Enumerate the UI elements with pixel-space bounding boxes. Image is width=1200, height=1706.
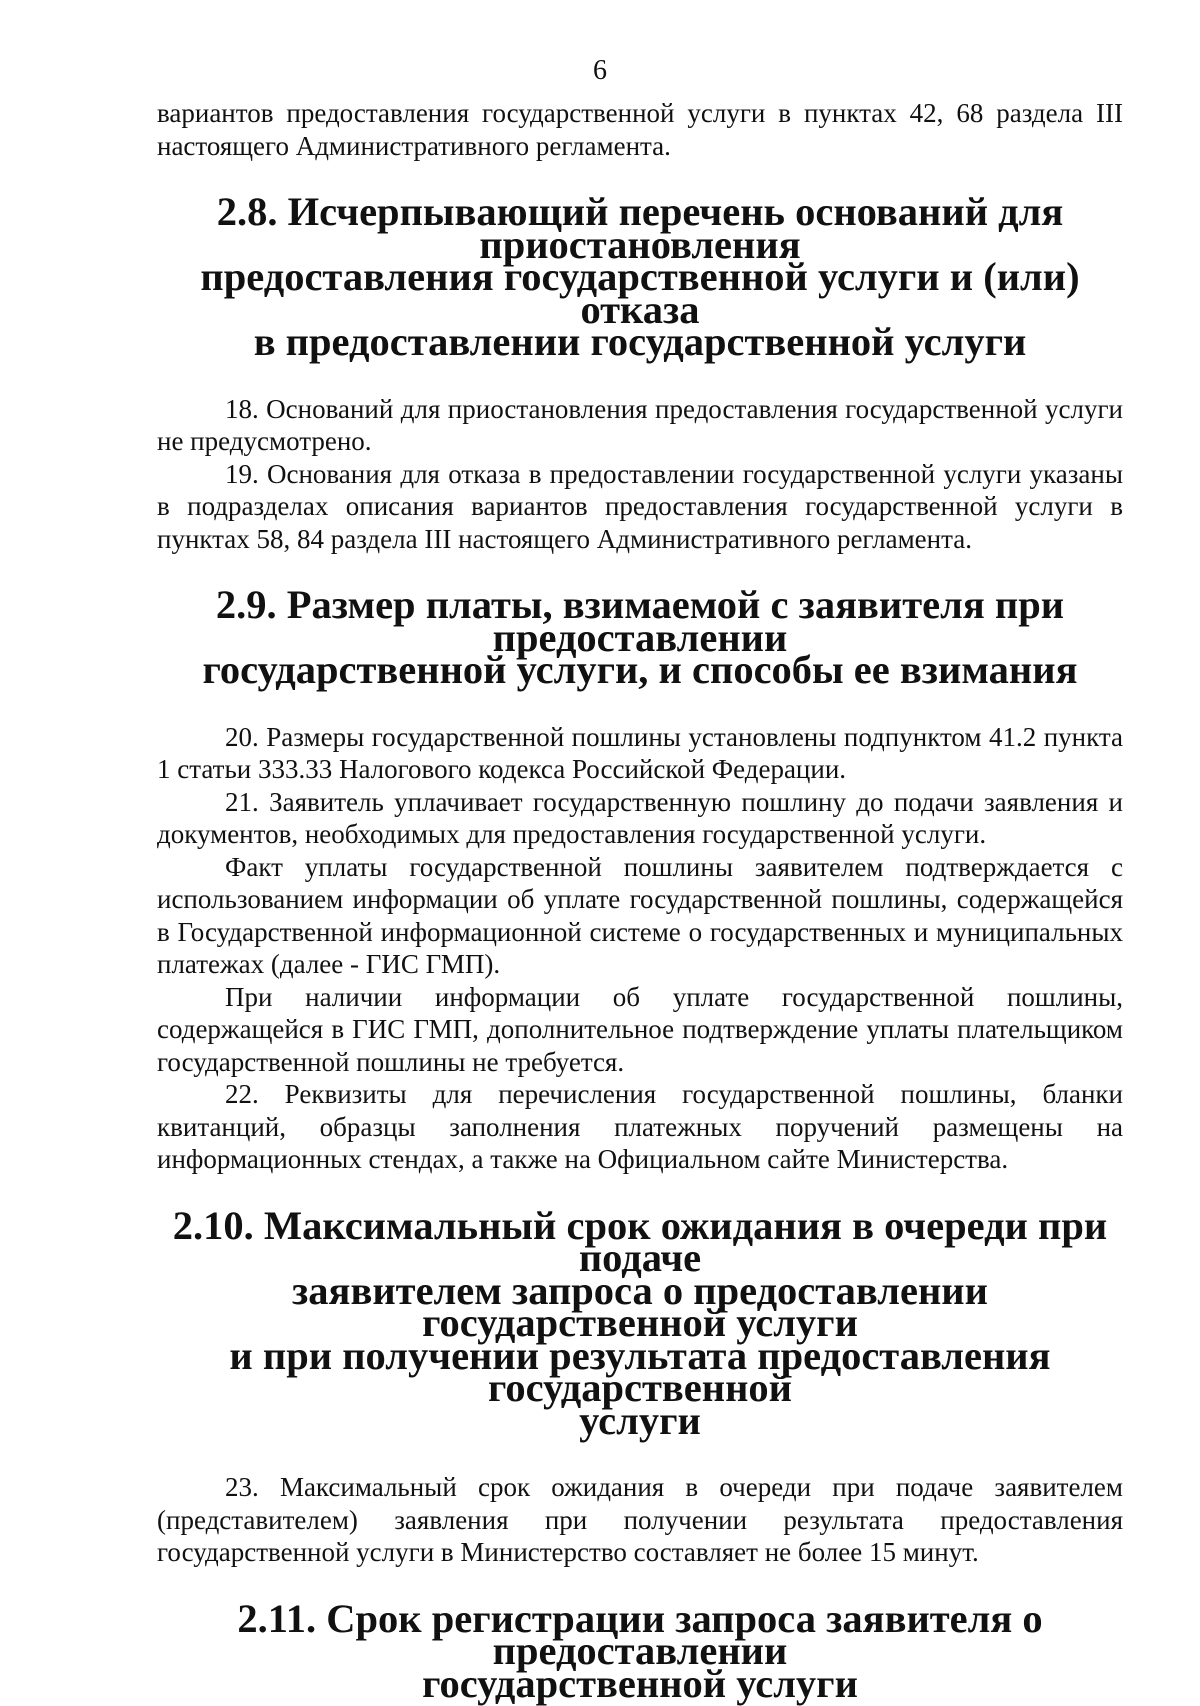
section-2-10 (157, 1202, 1123, 1569)
section-heading (157, 1202, 1123, 1443)
paragraph-20: 20. Размеры государственной пошлины установлены подпунктом 41.2 пункта 1 статьи 333.33 Налогового кодекса Российской Федерации. (157, 721, 1123, 784)
heading-line: 2.9. Размер платы, взимаемой с заявителя при предоставлении (215, 582, 1065, 660)
section-heading (157, 189, 1123, 364)
heading-line: 2.8. Исчерпывающий перечень оснований для приостановления (216, 189, 1064, 267)
heading-line: услуги (579, 1397, 701, 1443)
paragraph-22: 22. Реквизиты для перечисления государственной пошлины, бланки квитанций, образцы заполнения платежных поручений размещены на информационных стендах, а также на Официальном сайте Министерства. (157, 1079, 1123, 1174)
heading-line: государственной услуги (422, 1660, 858, 1706)
heading-line: государственной услуги, и способы ее взимания (202, 647, 1078, 692)
heading-line: заявителем запроса о предоставлении государственной услуги (292, 1267, 988, 1345)
section-heading (157, 582, 1123, 692)
section-2-8 (157, 189, 1123, 555)
section-2-9 (157, 582, 1123, 1176)
heading-line: 2.10. Максимальный срок ожидания в очереди при подаче (172, 1202, 1108, 1280)
paragraph-payment-fact: Факт уплаты государственной пошлины заявителем подтверждается с использованием информации об уплате государственной пошлины, содержащейся в Государственной информационной системе о государственных и муниципальных платежах (далее - ГИС ГМП). (157, 851, 1123, 979)
heading-line: в предоставлении государственной услуги (253, 319, 1027, 364)
paragraph-21: 21. Заявитель уплачивает государственную пошлину до подачи заявления и документов, необходимых для предоставления государственной услуги. (157, 786, 1123, 849)
paragraph-gis-gmp: При наличии информации об уплате государственной пошлины, содержащейся в ГИС ГМП, дополнительное подтверждение уплаты плательщиком государственной пошлины не требуется. (157, 981, 1123, 1077)
heading-line: и при получении результата предоставления государственной (229, 1332, 1051, 1410)
document-body (157, 97, 1123, 1706)
section-heading (157, 1595, 1123, 1706)
heading-line: предоставления государственной услуги и (или) отказа (200, 254, 1080, 332)
paragraph-23: 23. Максимальный срок ожидания в очереди при подаче заявителем (представителем) заявления при получении результата предоставления государственной услуги в Министерство составляет не более 15 минут. (157, 1472, 1123, 1567)
paragraph-18: 18. Оснований для приостановления предоставления государственной услуги не предусмотрено. (157, 393, 1123, 456)
heading-line: 2.11. Срок регистрации запроса заявителя о предоставлении (237, 1595, 1043, 1673)
paragraph-19: 19. Основания для отказа в предоставлении государственной услуги указаны в подразделах описания вариантов предоставления государственной услуги в пунктах 58, 84 раздела III настоящего Административного регламента. (157, 458, 1123, 554)
intro-paragraph: вариантов предоставления государственной услуги в пунктах 42, 68 раздела III настоящего Административного регламента. (157, 98, 1123, 161)
page-number: 6 (593, 55, 607, 86)
section-2-11 (157, 1595, 1123, 1706)
